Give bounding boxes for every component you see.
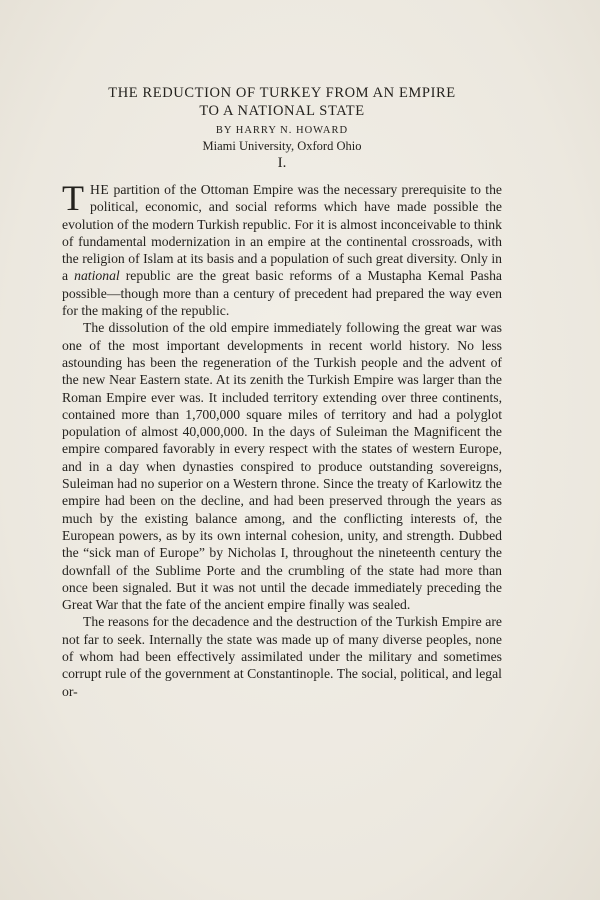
paragraph-1-text-b: republic are the great basic reforms of a Mustapha Kemal Pasha possible—though more than a century of precedent had prepared the way even for the making of the republic. [62, 268, 503, 319]
article-title [62, 84, 502, 120]
paragraph-2: The dissolution of the old empire immediately following the great war was one of the most important developments in recent world history. No less astounding has been the regeneration of the Turkish people and the advent of the new Near Eastern state. At its zenith the Turkish Empire was larger than the Roman Empire ever was. It included territory extending over three continents, contained more than 1,700,000 square miles of territory and had a polyglot population of almost 40,000,000. In the days of Suleiman the Magnificent the empire compared favorably in every respect with the states of western Europe, and in a day when dynasties conspired to produce outstanding sovereigns, Suleiman had no superior on a Western throne. Since the treaty of Karlowitz the empire had been on the decline, and had been preserved through the years as much by the existing balance among, and the conflicting interests of, the European powers, as by its own internal cohesion, unity, and strength. Dubbed the “sick man of Europe” by Nicholas I, throughout the nineteenth century the downfall of the Sublime Porte and the crumbling of the state had more than once been signaled. But it was not until the decade immediately preceding the Great War that the fate of the ancient empire finally was sealed. [62, 320, 502, 613]
byline: BY HARRY N. HOWARD [215, 125, 349, 136]
paragraph-1-lead: HE [90, 182, 110, 197]
paragraph-3: The reasons for the decadence and the destruction of the Turkish Empire are not far to seek. Internally the state was made up of many diverse peoples, none of whom had been effectively assimilated under the military and sometimes corrupt rule of the government at Constantinople. The social, political, and legal or- [62, 614, 502, 699]
title-line-2: TO A NATIONAL STATE [199, 103, 365, 119]
section-number: I. [277, 155, 287, 171]
paragraph-1 [62, 178, 503, 319]
article [62, 84, 502, 700]
drop-cap: T [62, 178, 84, 218]
title-line-1: THE REDUCTION OF TURKEY FROM AN EMPIRE [108, 85, 456, 101]
author-affiliation: Miami University, Oxford Ohio [202, 139, 362, 153]
paragraph-1-emphasis: national [74, 268, 120, 284]
paragraph-1-text-a: partition of the Ottoman Empire was the necessary prerequisite to the political, economic, and social reforms which have made possible the evolution of the modern Turkish republic. For it is almost inconceivable to think of fundamental modernization in an empire at the continental crossroads, with the religion of Islam at its basis and a population of such great diversity. Only in a [62, 182, 502, 284]
